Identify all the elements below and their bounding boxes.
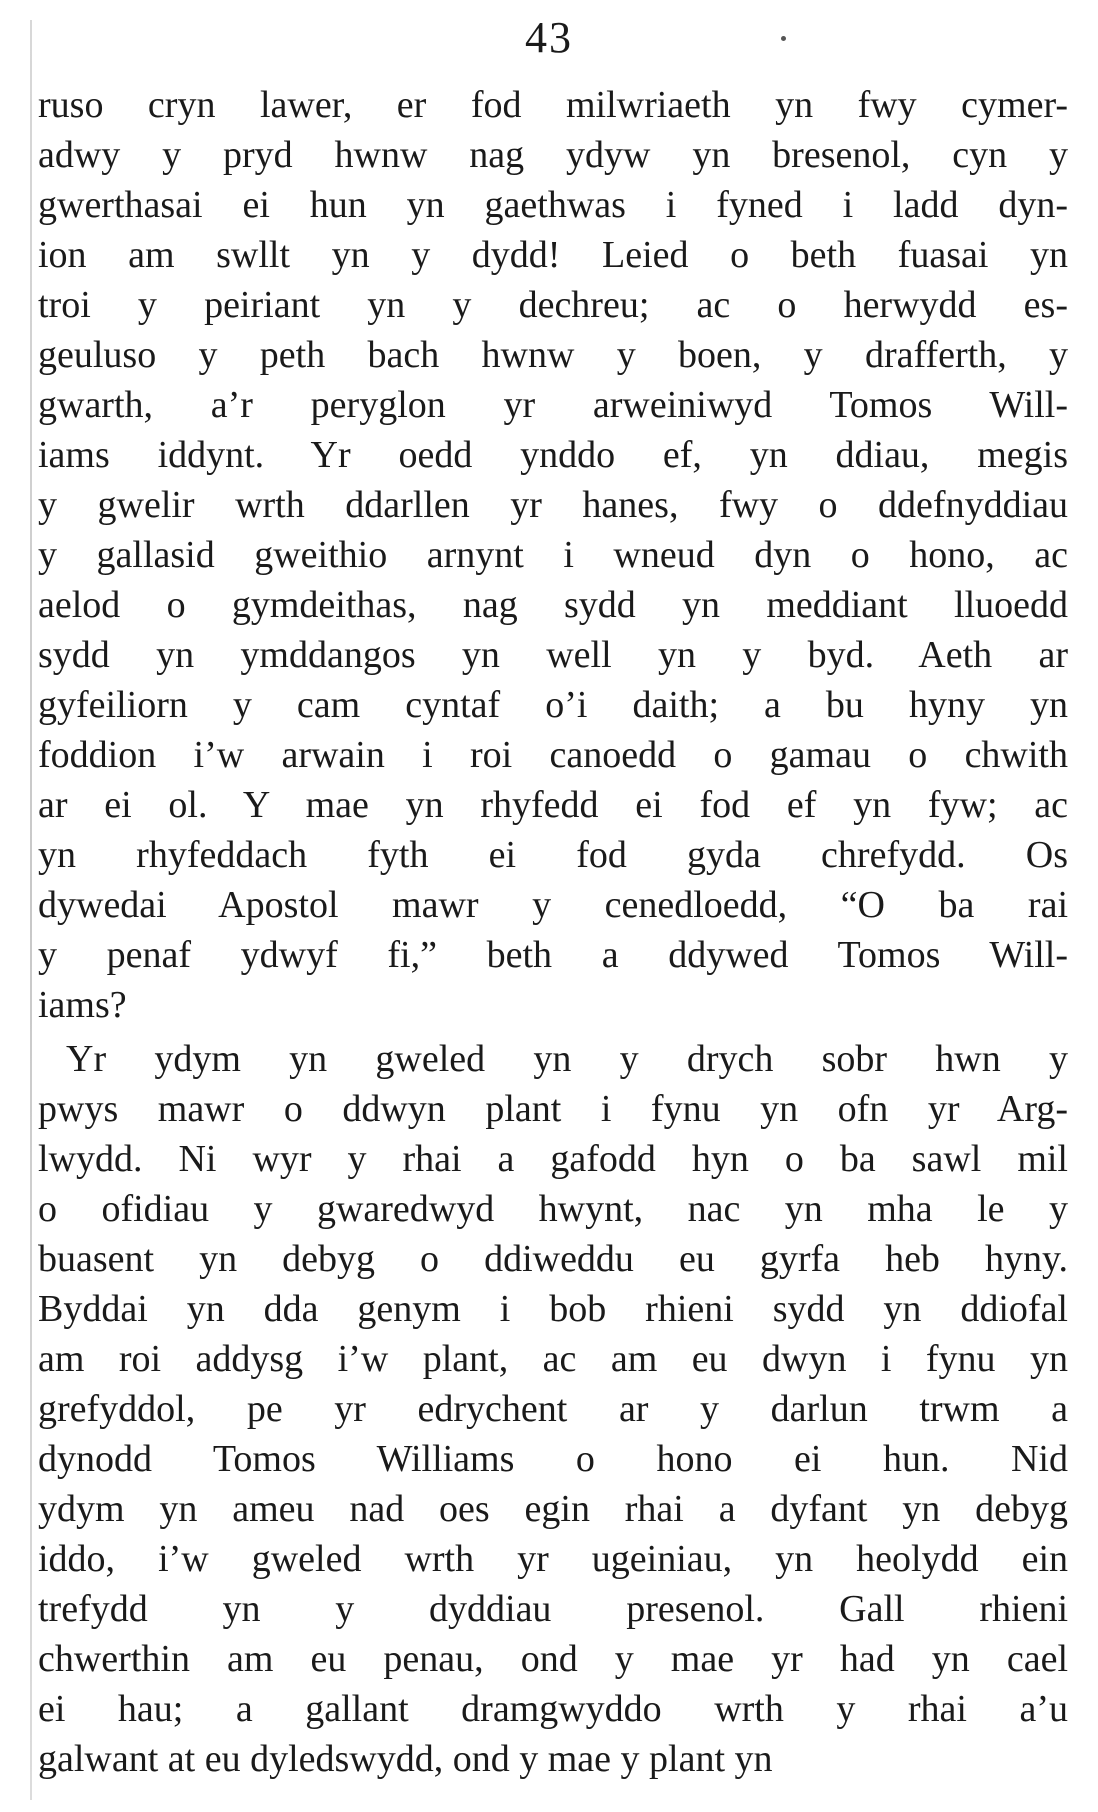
text-line: gyfeiliorn y cam cyntaf o’i daith; a bu hyny yn (38, 684, 1068, 726)
text-line: ruso cryn lawer, er fod milwriaeth yn fwy cymer- (38, 84, 1068, 126)
text-line: trefydd yn y dyddiau presenol. Gall rhieni (38, 1588, 1068, 1630)
text-line: chwerthin am eu penau, ond y mae yr had yn cael (38, 1638, 1068, 1680)
text-line: galwant at eu dyledswydd, ond y mae y plant yn (38, 1738, 773, 1780)
page-number: 43 (525, 13, 573, 62)
text-line: y penaf ydwyf fi,” beth a ddywed Tomos Will- (38, 934, 1068, 976)
text-line: iams? (38, 984, 127, 1026)
text-line: geuluso y peth bach hwnw y boen, y drafferth, y (38, 334, 1068, 376)
text-line: Byddai yn dda genym i bob rhieni sydd yn ddiofal (38, 1288, 1068, 1330)
text-line: y gwelir wrth ddarllen yr hanes, fwy o ddefnyddiau (38, 484, 1068, 526)
page-edge-shadow (30, 20, 32, 1800)
text-line: ei hau; a gallant dramgwyddo wrth y rhai a’u (38, 1688, 1068, 1730)
text-line: buasent yn debyg o ddiweddu eu gyrfa heb hyny. (38, 1238, 1068, 1280)
text-line: pwys mawr o ddwyn plant i fynu yn ofn yr Arg- (38, 1088, 1068, 1130)
text-line: gwarth, a’r peryglon yr arweiniwyd Tomos Will- (38, 384, 1068, 426)
ink-speck (781, 36, 786, 41)
paragraph (38, 1034, 1068, 1784)
text-line: iddo, i’w gweled wrth yr ugeiniau, yn heolydd ein (38, 1538, 1068, 1580)
text-line: am roi addysg i’w plant, ac am eu dwyn i fynu yn (38, 1338, 1068, 1380)
text-line: o ofidiau y gwaredwyd hwynt, nac yn mha le y (38, 1188, 1068, 1230)
text-line: gwerthasai ei hun yn gaethwas i fyned i ladd dyn- (38, 184, 1068, 226)
text-line: sydd yn ymddangos yn well yn y byd. Aeth ar (38, 634, 1068, 676)
text-line: iams iddynt. Yr oedd ynddo ef, yn ddiau, megis (38, 434, 1068, 476)
text-line: dywedai Apostol mawr y cenedloedd, “O ba rai (38, 884, 1068, 926)
text-line: dynodd Tomos Williams o hono ei hun. Nid (38, 1438, 1068, 1480)
text-line: adwy y pryd hwnw nag ydyw yn bresenol, cyn y (38, 134, 1068, 176)
text-line: aelod o gymdeithas, nag sydd yn meddiant lluoedd (38, 584, 1068, 626)
text-line: yn rhyfeddach fyth ei fod gyda chrefydd. Os (38, 834, 1068, 876)
text-line: grefyddol, pe yr edrychent ar y darlun trwm a (38, 1388, 1068, 1430)
text-line: troi y peiriant yn y dechreu; ac o herwydd es- (38, 284, 1068, 326)
body-text (38, 80, 1068, 1784)
paragraph (38, 80, 1068, 1030)
text-line: ydym yn ameu nad oes egin rhai a dyfant yn debyg (38, 1488, 1068, 1530)
text-line: ar ei ol. Y mae yn rhyfedd ei fod ef yn fyw; ac (38, 784, 1068, 826)
text-line: Yr ydym yn gweled yn y drych sobr hwn y (66, 1038, 1068, 1080)
text-line: lwydd. Ni wyr y rhai a gafodd hyn o ba sawl mil (38, 1138, 1068, 1180)
text-line: foddion i’w arwain i roi canoedd o gamau o chwith (38, 734, 1068, 776)
text-line: ion am swllt yn y dydd! Leied o beth fuasai yn (38, 234, 1068, 276)
text-line: y gallasid gweithio arnynt i wneud dyn o hono, ac (38, 534, 1068, 576)
